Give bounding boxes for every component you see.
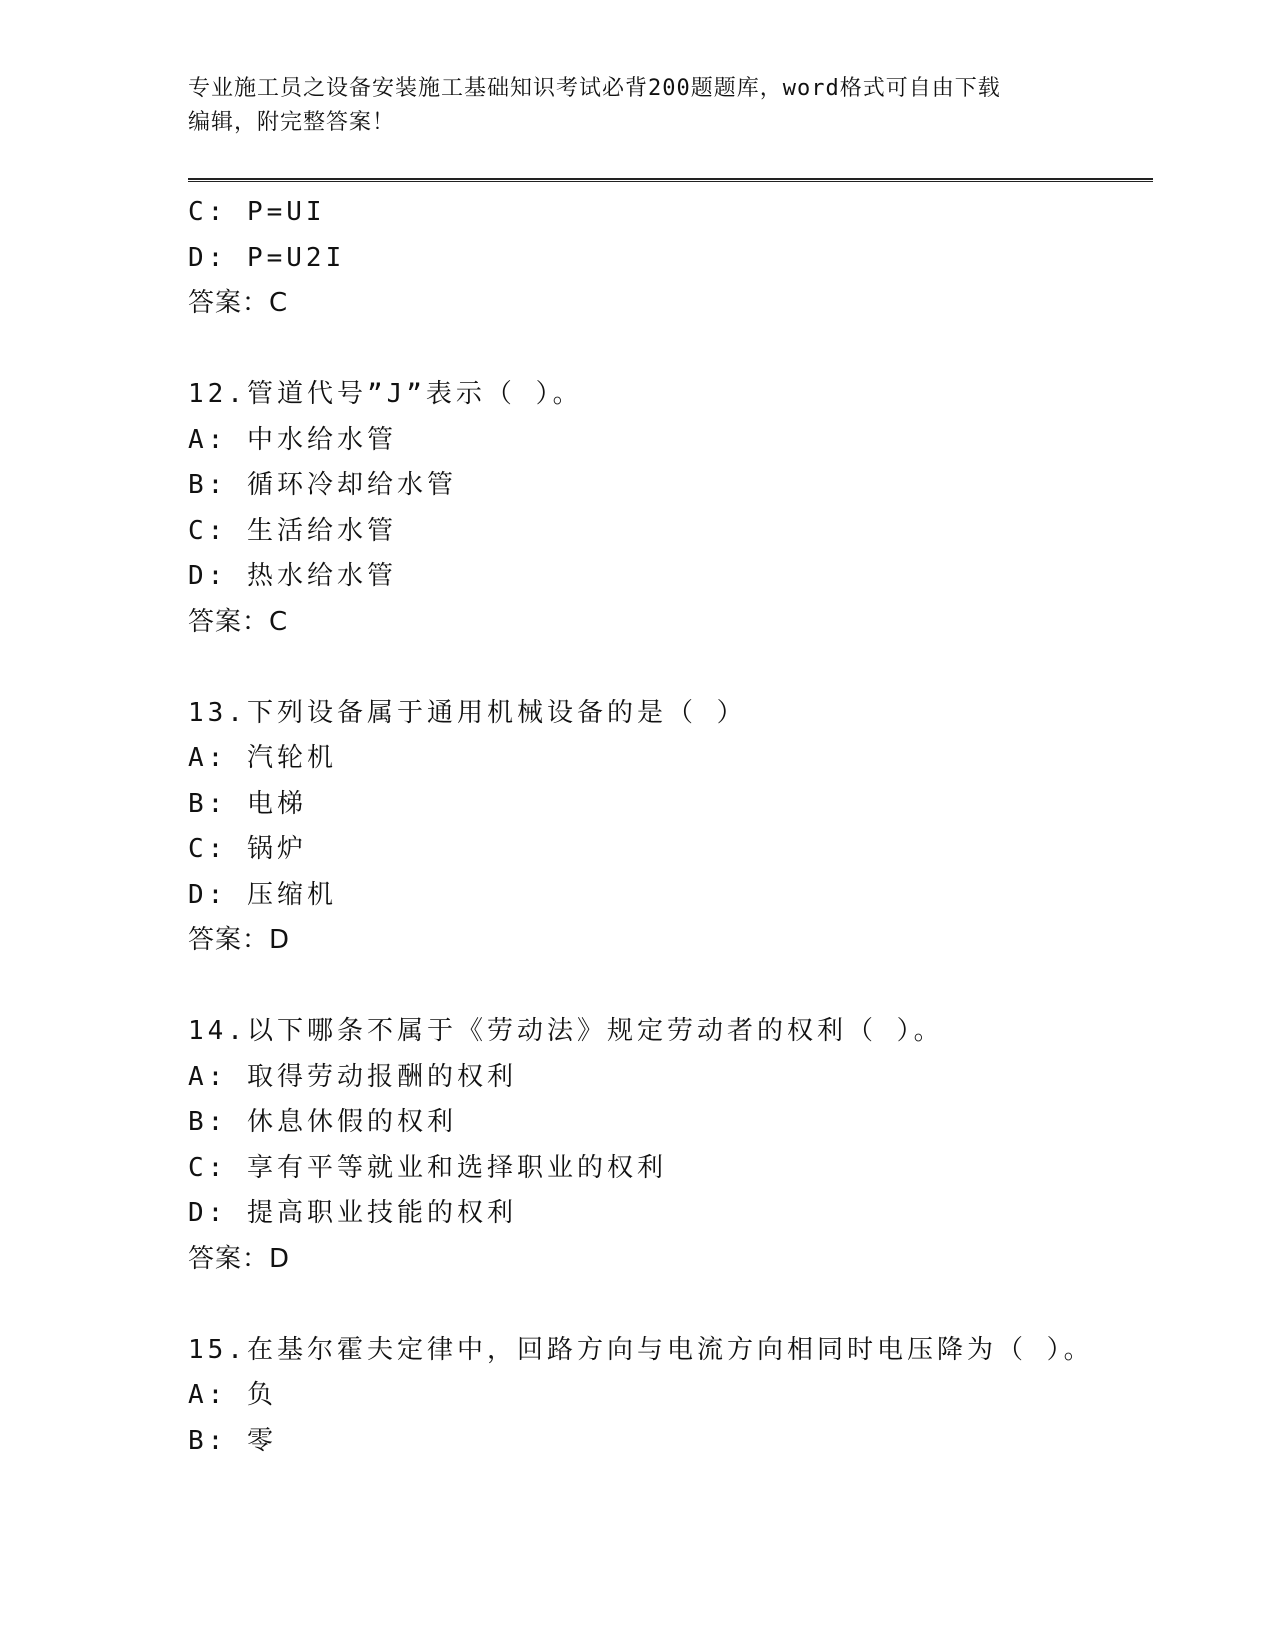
question-block-12 [188,372,1153,645]
option-a: A: 汽轮机 [188,743,337,773]
spacer [188,327,1153,373]
option-d: D: P=U2I [188,242,346,273]
question-stem: 12.管道代号”J”表示（ ）。 [188,379,583,409]
spacer [188,964,1153,1010]
option-b: B: 休息休假的权利 [188,1107,457,1137]
option-b: B: 零 [188,1425,277,1456]
option-b: B: 电梯 [188,788,307,819]
option-a: A: 取得劳动报酬的权利 [188,1061,517,1092]
question-stem: 15.在基尔霍夫定律中，回路方向与电流方向相同时电压降为（ ）。 [188,1334,1094,1365]
question-block-15 [188,1328,1153,1465]
header-divider [188,178,1153,182]
option-d: D: 热水给水管 [188,561,397,591]
question-list [188,190,1153,1464]
question-block-13 [188,691,1153,964]
answer-label: 答案：C [188,288,289,318]
header-line-1: 专业施工员之设备安装施工基础知识考试必背200题题库，word格式可自由下载 [188,76,1001,101]
question-block-11 [188,190,1153,327]
option-c: C: P=UI [188,197,326,227]
spacer [188,645,1153,691]
option-c: C: 享有平等就业和选择职业的权利 [188,1152,667,1183]
option-a: A: 负 [188,1380,277,1410]
question-stem: 13.下列设备属于通用机械设备的是（ ） [188,697,747,728]
option-c: C: 生活给水管 [188,515,397,546]
question-block-14 [188,1009,1153,1282]
option-d: D: 压缩机 [188,879,337,910]
option-d: D: 提高职业技能的权利 [188,1198,517,1228]
option-c: C: 锅炉 [188,834,307,864]
header-line-2: 编辑，附完整答案！ [188,110,396,135]
question-stem: 14.以下哪条不属于《劳动法》规定劳动者的权利（ ）。 [188,1016,944,1046]
option-a: A: 中水给水管 [188,424,397,455]
answer-label: 答案：D [188,1243,291,1274]
answer-label: 答案：C [188,606,289,637]
answer-label: 答案：D [188,925,291,955]
spacer [188,1282,1153,1328]
option-b: B: 循环冷却给水管 [188,470,457,500]
document-header [188,72,1088,140]
